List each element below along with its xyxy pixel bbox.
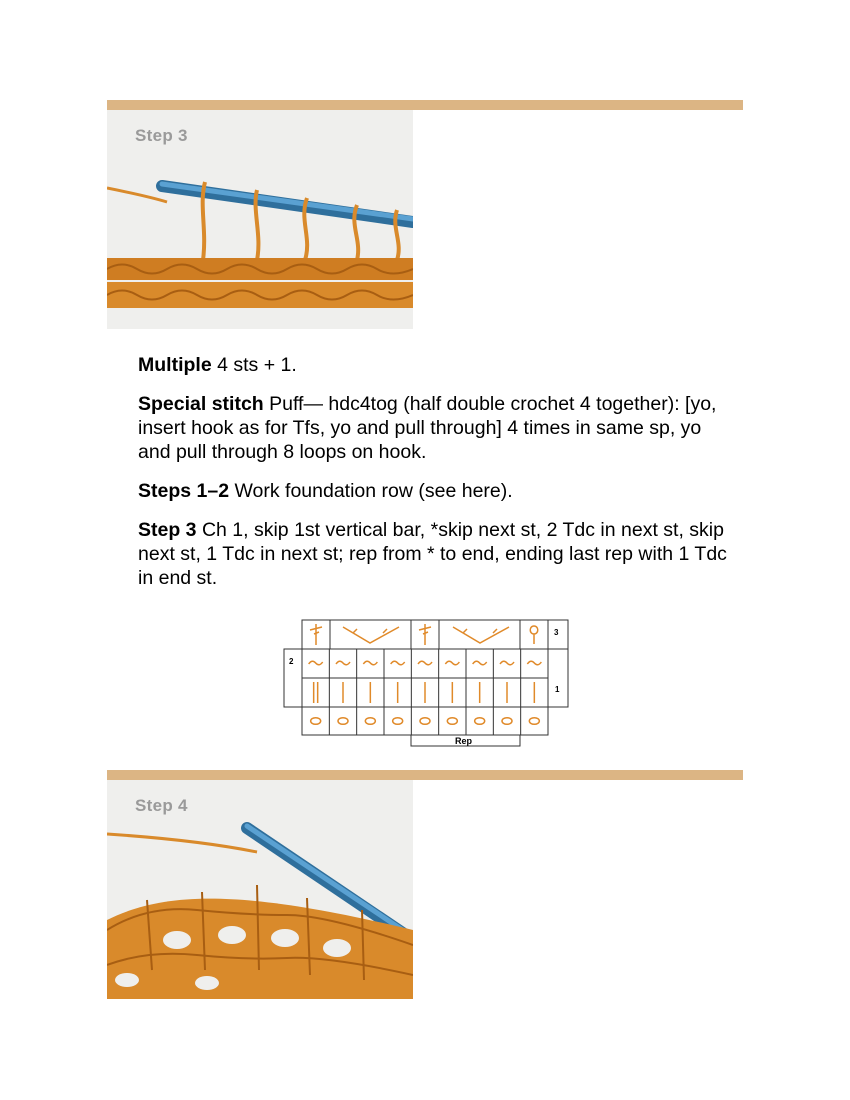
step3-photo-label: Step 3 [135, 126, 188, 145]
symbol-chain [475, 718, 485, 725]
symbol-tilde-row2 [500, 661, 514, 665]
row-label-2: 2 [289, 657, 294, 666]
term-special-stitch: Special stitch [138, 393, 264, 415]
step4-photo [107, 780, 413, 999]
paragraph-multiple [138, 353, 738, 377]
text-special-stitch: Puff— hdc4tog (half double crochet 4 together): [yo, insert hook as for Tfs, yo and pull through] 4 times in same sp, yo and pull through 8 loops on hook. [138, 393, 717, 463]
paragraph-special-stitch [138, 392, 738, 464]
symbol-v-group-row3-b [453, 627, 509, 643]
step4-photo-label: Step 4 [135, 796, 188, 815]
stitch-chart [283, 619, 573, 749]
repeat-label: Rep [455, 736, 473, 746]
symbol-v-group-row3-a [343, 627, 399, 643]
chart-symbols [309, 661, 542, 724]
symbol-chain [311, 718, 321, 725]
term-multiple: Multiple [138, 354, 212, 376]
symbol-tilde-row2 [363, 661, 377, 665]
symbol-tilde-row2 [418, 661, 432, 665]
symbol-tilde-row2 [309, 661, 323, 665]
section-divider-top [107, 100, 743, 110]
symbol-chain [338, 718, 348, 725]
text-step3: Ch 1, skip 1st vertical bar, *skip next st, 2 Tdc in next st, skip next st, 1 Tdc in next st; rep from * to end, ending last rep with 1 Tdc in end st. [138, 519, 727, 589]
instructions [138, 353, 738, 605]
symbol-tilde-row2 [445, 661, 459, 665]
symbol-tilde-row2 [336, 661, 350, 665]
symbol-chain [393, 718, 403, 725]
term-step3: Step 3 [138, 519, 197, 541]
step3-photo [107, 110, 413, 329]
text-multiple: 4 sts + 1. [211, 354, 297, 376]
symbol-chain [447, 718, 457, 725]
symbol-chain [365, 718, 375, 725]
text-steps-1-2: Work foundation row (see here). [229, 480, 513, 502]
symbol-puff-row3 [530, 626, 538, 644]
symbol-tilde-row2 [391, 661, 405, 665]
symbol-chain [529, 718, 539, 725]
section-divider-bottom [107, 770, 743, 780]
paragraph-step3 [138, 518, 738, 590]
term-steps-1-2: Steps 1–2 [138, 480, 230, 502]
symbol-chain [420, 718, 430, 725]
symbol-tilde-row2 [527, 661, 541, 665]
symbol-bar-row1 [314, 682, 318, 703]
symbol-chain [502, 718, 512, 725]
row-label-1: 1 [555, 685, 560, 694]
row-label-3: 3 [554, 628, 559, 637]
symbol-tilde-row2 [473, 661, 487, 665]
paragraph-steps-1-2 [138, 479, 738, 503]
symbol-tdc-row3-b [419, 624, 431, 645]
symbol-tdc-row3-a [310, 624, 322, 645]
